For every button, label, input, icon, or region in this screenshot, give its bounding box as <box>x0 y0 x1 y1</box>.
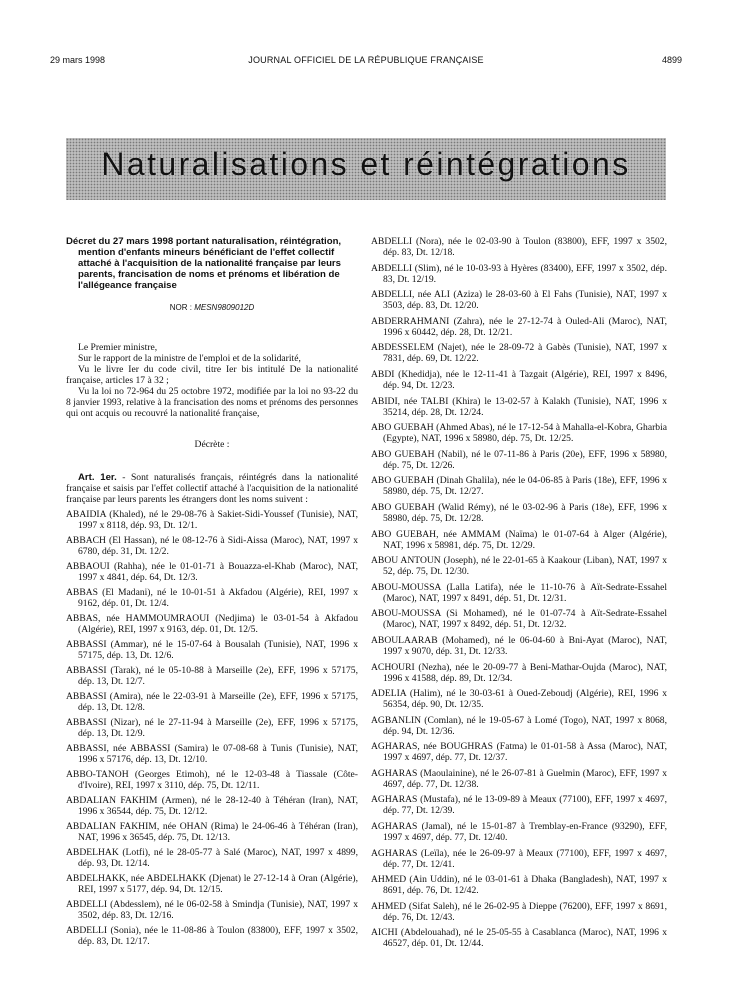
list-item: ABDELHAK (Lotfi), né le 28-05-77 à Salé (Maroc), NAT, 1997 x 4899, dép. 93, Dt. 12/14. <box>66 847 358 869</box>
header-date: 29 mars 1998 <box>50 55 106 65</box>
list-item: ABBASSI (Nizar), né le 27-11-94 à Marseille (2e), EFF, 1996 x 57175, dép. 13, Dt. 12/9. <box>66 717 358 739</box>
list-item: ABOU-MOUSSA (Lalla Latifa), née le 11-10-76 à Aït-Sedrate-Essahel (Maroc), NAT, 1997 x 8491, dép. 51, Dt. 12/31. <box>371 581 667 604</box>
left-column <box>66 236 358 951</box>
list-item: ABDELLI (Abdesslem), né le 06-02-58 à Smindja (Tunisie), NAT, 1997 x 3502, dép. 83, Dt. 12/16. <box>66 899 358 921</box>
section-title: Naturalisations et réintégrations <box>101 146 631 182</box>
article-text: - Sont naturalisés français, réintégrés dans la nationalité française et saisis par l'effet collectif attaché à l'acquisition de la nationalité française par leurs parents les étrangers dont les noms suivent : <box>66 472 358 505</box>
list-item: ABO GUEBAH, née AMMAM (Naïma) le 01-07-64 à Alger (Algérie), NAT, 1996 x 58981, dép. 75, Dt. 12/29. <box>371 528 667 551</box>
decree-paragraph: Vu la loi no 72-964 du 25 octobre 1972, modifiée par la loi no 93-22 du 8 janvier 1993, relative à la francisation des noms et prénoms des personnes qui ont acquis ou recouvré la nationalité française, <box>66 386 358 419</box>
list-item: ABOU-MOUSSA (Si Mohamed), né le 01-07-74 à Aït-Sedrate-Essahel (Maroc), NAT, 1997 x 8492, dép. 51, Dt. 12/32. <box>371 608 667 631</box>
header-journal-title: JOURNAL OFFICIEL DE LA RÉPUBLIQUE FRANÇAISE <box>248 55 484 65</box>
list-item: ABOULAARAB (Mohamed), né le 06-04-60 à Bni-Ayat (Maroc), NAT, 1997 x 9070, dép. 31, Dt. 12/33. <box>371 634 667 657</box>
nor-code: MESN9809012D <box>194 303 255 312</box>
list-item: ACHOURI (Nezha), née le 20-09-77 à Beni-Mathar-Oujda (Maroc), NAT, 1996 x 41588, dép. 89, Dt. 12/34. <box>371 661 667 684</box>
article-1 <box>66 472 358 505</box>
list-item: ABDALIAN FAKHIM, née OHAN (Rima) le 24-06-46 à Téhéran (Iran), NAT, 1996 x 36545, dép. 75, Dt. 12/13. <box>66 821 358 843</box>
list-item: ABDI (Khedidja), née le 12-11-41 à Tazgait (Algérie), REI, 1997 x 8496, dép. 94, Dt. 12/23. <box>371 368 667 391</box>
list-item: ABDALIAN FAKHIM (Armen), né le 28-12-40 à Téhéran (Iran), NAT, 1996 x 36544, dép. 75, Dt. 12/12. <box>66 795 358 817</box>
decree-title: Décret du 27 mars 1998 portant naturalisation, réintégration, mention d'enfants mineurs bénéficiant de l'effet collectif attaché à l'acquisition de la nationalité française par leurs parents, francisation de noms et prénoms et libération de l'allégeance française <box>66 236 342 291</box>
page-header <box>50 55 682 69</box>
list-item: ABBACH (El Hassan), né le 08-12-76 à Sidi-Aissa (Maroc), NAT, 1997 x 6780, dép. 31, Dt. 12/2. <box>66 535 358 557</box>
list-item: ABO GUEBAH (Dinah Ghalila), née le 04-06-85 à Paris (18e), EFF, 1996 x 58980, dép. 75, Dt. 12/27. <box>371 475 667 498</box>
list-item: ABAIDIA (Khaled), né le 29-08-76 à Sakiet-Sidi-Youssef (Tunisie), NAT, 1997 x 8118, dép. 93, Dt. 12/1. <box>66 509 358 531</box>
right-entry-list <box>371 236 667 949</box>
list-item: ABBASSI, née ABBASSI (Samira) le 07-08-68 à Tunis (Tunisie), NAT, 1996 x 57176, dép. 13, Dt. 12/10. <box>66 743 358 765</box>
list-item: AGHARAS (Jamal), né le 15-01-87 à Tremblay-en-France (93290), EFF, 1997 x 4697, dép. 77, Dt. 12/40. <box>371 821 667 844</box>
decree-paragraph: Vu le livre Ier du code civil, titre Ier bis intitulé De la nationalité française, articles 17 à 32 ; <box>66 364 358 386</box>
list-item: ABOU ANTOUN (Joseph), né le 22-01-65 à Kaakour (Liban), NAT, 1997 x 52, dép. 75, Dt. 12/30. <box>371 555 667 578</box>
list-item: ABBASSI (Amira), née le 22-03-91 à Marseille (2e), EFF, 1996 x 57175, dép. 13, Dt. 12/8. <box>66 691 358 713</box>
list-item: ABIDI, née TALBI (Khira) le 13-02-57 à Kalakh (Tunisie), NAT, 1996 x 35214, dép. 28, Dt. 12/24. <box>371 395 667 418</box>
list-item: ABO GUEBAH (Nabil), né le 07-11-86 à Paris (20e), EFF, 1996 x 58980, dép. 75, Dt. 12/26. <box>371 448 667 471</box>
header-page-number: 4899 <box>661 55 682 65</box>
list-item: ABDELLI (Slim), né le 10-03-93 à Hyères (83400), EFF, 1997 x 3502, dép. 83, Dt. 12/19. <box>371 262 667 285</box>
list-item: ABBASSI (Tarak), né le 05-10-88 à Marseille (2e), EFF, 1996 x 57175, dép. 13, Dt. 12/7. <box>66 665 358 687</box>
list-item: AGHARAS (Leïla), née le 26-09-97 à Meaux (77100), EFF, 1997 x 4697, dép. 77, Dt. 12/41. <box>371 847 667 870</box>
left-entry-list <box>66 509 358 947</box>
right-column <box>371 236 667 954</box>
decrete-heading: Décrète : <box>194 439 230 450</box>
list-item: ABO GUEBAH (Ahmed Abas), né le 17-12-54 à Mahalla-el-Kobra, Gharbia (Egypte), NAT, 1996 x 58980, dép. 75, Dt. 12/25. <box>371 422 667 445</box>
decree-paragraph: Le Premier ministre, <box>78 342 158 353</box>
list-item: ABDELLI (Sonia), née le 11-08-86 à Toulon (83800), EFF, 1997 x 3502, dép. 83, Dt. 12/17. <box>66 925 358 947</box>
list-item: AICHI (Abdelouahad), né le 25-05-55 à Casablanca (Maroc), NAT, 1996 x 46527, dép. 01, Dt. 12/44. <box>371 927 667 950</box>
list-item: ABBASSI (Ammar), né le 15-07-64 à Bousalah (Tunisie), NAT, 1996 x 57175, dép. 13, Dt. 12/6. <box>66 639 358 661</box>
list-item: ABDELHAKK, née ABDELHAKK (Djenat) le 27-12-14 à Oran (Algérie), REI, 1997 x 5177, dép. 94, Dt. 12/15. <box>66 873 358 895</box>
list-item: ABBAOUI (Rahha), née le 01-01-71 à Bouazza-el-Khab (Maroc), NAT, 1997 x 4841, dép. 64, Dt. 12/3. <box>66 561 358 583</box>
list-item: AGHARAS, née BOUGHRAS (Fatma) le 01-01-58 à Assa (Maroc), NAT, 1997 x 4697, dép. 77, Dt. 12/37. <box>371 741 667 764</box>
list-item: ABBAS (El Madani), né le 10-01-51 à Akfadou (Algérie), REI, 1997 x 9162, dép. 01, Dt. 12/4. <box>66 587 358 609</box>
list-item: ABO GUEBAH (Walid Rémy), né le 03-02-96 à Paris (18e), EFF, 1996 x 58980, dép. 75, Dt. 12/28. <box>371 501 667 524</box>
list-item: AGHARAS (Mustafa), né le 13-09-89 à Meaux (77100), EFF, 1997 x 4697, dép. 77, Dt. 12/39. <box>371 794 667 817</box>
list-item: AGBANLIN (Comlan), né le 19-05-67 à Lomé (Togo), NAT, 1997 x 8068, dép. 94, Dt. 12/36. <box>371 714 667 737</box>
list-item: AHMED (Sifat Saleh), né le 26-02-95 à Dieppe (76200), EFF, 1997 x 8691, dép. 76, Dt. 12/43. <box>371 900 667 923</box>
list-item: ADELIA (Halim), né le 30-03-61 à Oued-Zeboudj (Algérie), REI, 1996 x 56354, dép. 90, Dt. 12/35. <box>371 688 667 711</box>
list-item: ABDESSELEM (Najet), née le 28-09-72 à Gabès (Tunisie), NAT, 1997 x 7831, dép. 69, Dt. 12/22. <box>371 342 667 365</box>
nor-label: NOR : <box>169 303 192 312</box>
list-item: ABDELLI, née ALI (Aziza) le 28-03-60 à El Fahs (Tunisie), NAT, 1997 x 3503, dép. 83, Dt. 12/20. <box>371 289 667 312</box>
decree-paragraph: Sur le rapport de la ministre de l'emploi et de la solidarité, <box>78 353 301 364</box>
list-item: ABBO-TANOH (Georges Etimoh), né le 12-03-48 à Tiassale (Côte-d'Ivoire), REI, 1997 x 3110, dép. 75, Dt. 12/11. <box>66 769 358 791</box>
list-item: ABDELLI (Nora), née le 02-03-90 à Toulon (83800), EFF, 1997 x 3502, dép. 83, Dt. 12/18. <box>371 236 667 258</box>
article-label: Art. 1er. <box>78 472 117 483</box>
nor-reference <box>66 303 358 312</box>
list-item: AHMED (Ain Uddin), né le 03-01-61 à Dhaka (Bangladesh), NAT, 1997 x 8691, dép. 76, Dt. 12/42. <box>371 874 667 897</box>
list-item: ABDERRAHMANI (Zahra), née le 27-12-74 à Ouled-Ali (Maroc), NAT, 1996 x 60442, dép. 28, Dt. 12/21. <box>371 315 667 338</box>
section-banner <box>66 138 666 200</box>
list-item: ABBAS, née HAMMOUMRAOUI (Nedjima) le 03-01-54 à Akfadou (Algérie), REI, 1997 x 9163, dép. 01, Dt. 12/5. <box>66 613 358 635</box>
list-item: AGHARAS (Maoulainine), né le 26-07-81 à Guelmin (Maroc), EFF, 1997 x 4697, dép. 77, Dt. 12/38. <box>371 767 667 790</box>
